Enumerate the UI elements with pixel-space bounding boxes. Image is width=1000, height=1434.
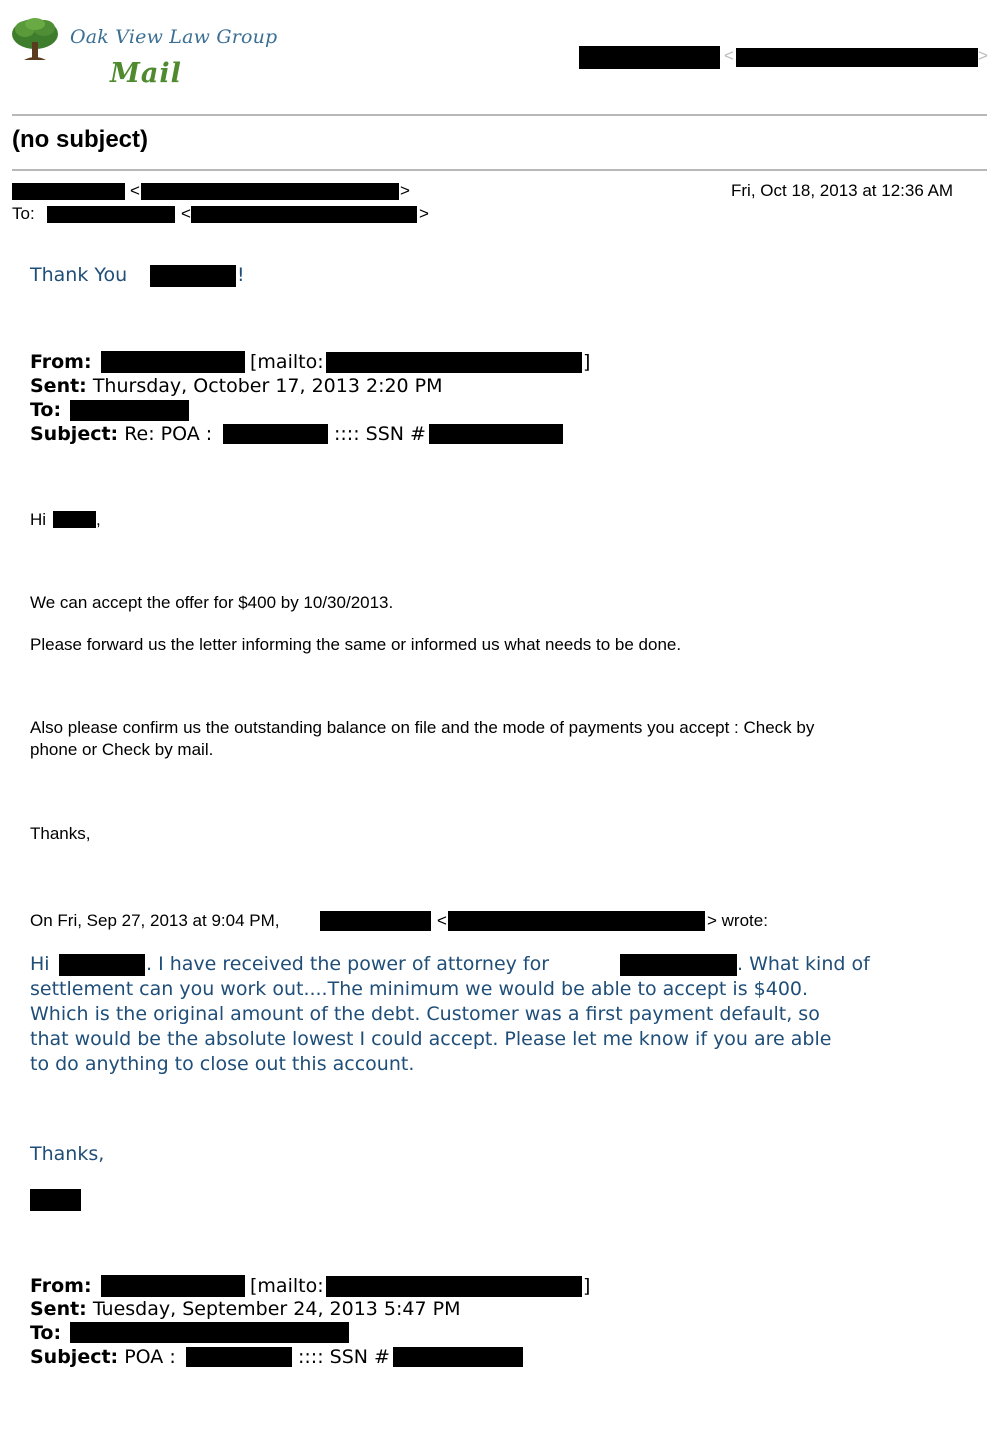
sender-open-bracket: <: [130, 181, 140, 200]
q1-paragraph-3-line-1: Also please confirm us the outstanding balance on file and the mode of payments you accept : Check by: [30, 718, 815, 737]
q2-author-name-redacted: [320, 911, 431, 931]
q1-from-name-redacted: [101, 351, 245, 373]
sender-name-redacted: [12, 183, 125, 200]
q2-line-2: settlement can you work out....The minimum we would be able to accept is $400.: [30, 978, 809, 1000]
account-email-open-bracket: <: [724, 46, 734, 65]
q1-ssn-redacted: [429, 424, 563, 444]
recipient-close-bracket: >: [419, 204, 429, 223]
q3-ssn-redacted: [393, 1347, 523, 1367]
q2-on-prefix: On Fri, Sep 27, 2013 at 9:04 PM,: [30, 911, 280, 930]
q2-line-5: to do anything to close out this account.: [30, 1053, 415, 1075]
q1-hi: Hi: [30, 510, 47, 529]
q2-signature-redacted: [30, 1189, 81, 1211]
q1-mailto-open: [mailto:: [250, 351, 324, 373]
reply-name-redacted: [150, 265, 236, 287]
q2-on-suffix: > wrote:: [707, 911, 768, 930]
q2-line-1-mid: . I have received the power of attorney for: [146, 953, 550, 975]
brand-product: Mail: [110, 58, 182, 89]
q1-mailto-redacted: [326, 352, 582, 373]
account-email-redacted: [736, 48, 978, 67]
q1-paragraph-2: Please forward us the letter informing the same or informed us what needs to be done.: [30, 635, 682, 654]
account-email-close-bracket: >: [978, 46, 988, 65]
q1-from-label: From:: [30, 351, 92, 373]
q3-sent-line: Sent: Tuesday, September 24, 2013 5:47 PM: [30, 1298, 461, 1320]
recipient-email-redacted: [191, 206, 417, 223]
q2-line-1-end: . What kind of: [737, 953, 870, 975]
q2-on-open: <: [437, 911, 447, 930]
q3-to-label: To:: [30, 1322, 62, 1344]
q1-hi-comma: ,: [96, 510, 101, 529]
q2-line-4: that would be the absolute lowest I could accept. Please let me know if you are able: [30, 1028, 832, 1050]
sender-close-bracket: >: [400, 181, 410, 200]
q1-hi-name-redacted: [53, 511, 96, 528]
q3-from-label: From:: [30, 1275, 92, 1297]
q1-thanks: Thanks,: [30, 824, 91, 843]
q1-to-redacted: [70, 400, 189, 421]
reply-greeting-punct: !: [237, 264, 245, 286]
q2-line-3: Which is the original amount of the debt. Customer was a first payment default, so: [30, 1003, 820, 1025]
q1-to-label: To:: [30, 399, 62, 421]
q3-subject-ssn: :::: SSN #: [298, 1346, 390, 1368]
q1-sent-line: Sent: Thursday, October 17, 2013 2:20 PM: [30, 375, 443, 397]
q1-subject-label: Subject: Re: POA :: [30, 423, 213, 445]
tree-icon: [10, 16, 60, 64]
account-name-redacted: [579, 46, 720, 69]
q2-author-email-redacted: [448, 911, 705, 931]
q3-mailto-close: ]: [583, 1275, 591, 1297]
q3-subject-label: Subject: POA :: [30, 1346, 176, 1368]
to-label: To:: [12, 204, 35, 223]
q3-to-redacted: [70, 1322, 349, 1343]
reply-greeting: Thank You: [30, 264, 128, 286]
recipient-name-redacted: [47, 206, 175, 223]
q3-subject-name-redacted: [186, 1347, 292, 1367]
q1-subject-name-redacted: [223, 424, 328, 444]
q1-subject-ssn: :::: SSN #: [334, 423, 426, 445]
q3-mailto-redacted: [326, 1276, 582, 1297]
sender-email-redacted: [141, 183, 399, 200]
q3-from-name-redacted: [101, 1275, 245, 1297]
brand-name: Oak View Law Group: [70, 26, 278, 48]
header-divider: [12, 114, 987, 116]
q2-line-1-hi: Hi: [30, 953, 50, 975]
message-subject: (no subject): [12, 126, 148, 153]
q2-thanks: Thanks,: [30, 1143, 105, 1165]
q1-paragraph-1: We can accept the offer for $400 by 10/30/2013.: [30, 593, 394, 612]
message-date: Fri, Oct 18, 2013 at 12:36 AM: [731, 181, 954, 200]
subject-divider: [12, 169, 987, 171]
q1-paragraph-3-line-2: phone or Check by mail.: [30, 740, 214, 759]
q3-mailto-open: [mailto:: [250, 1275, 324, 1297]
q2-client-redacted: [620, 954, 737, 976]
recipient-open-bracket: <: [181, 204, 191, 223]
q2-recipient-redacted: [59, 954, 145, 976]
q1-mailto-close: ]: [583, 351, 591, 373]
